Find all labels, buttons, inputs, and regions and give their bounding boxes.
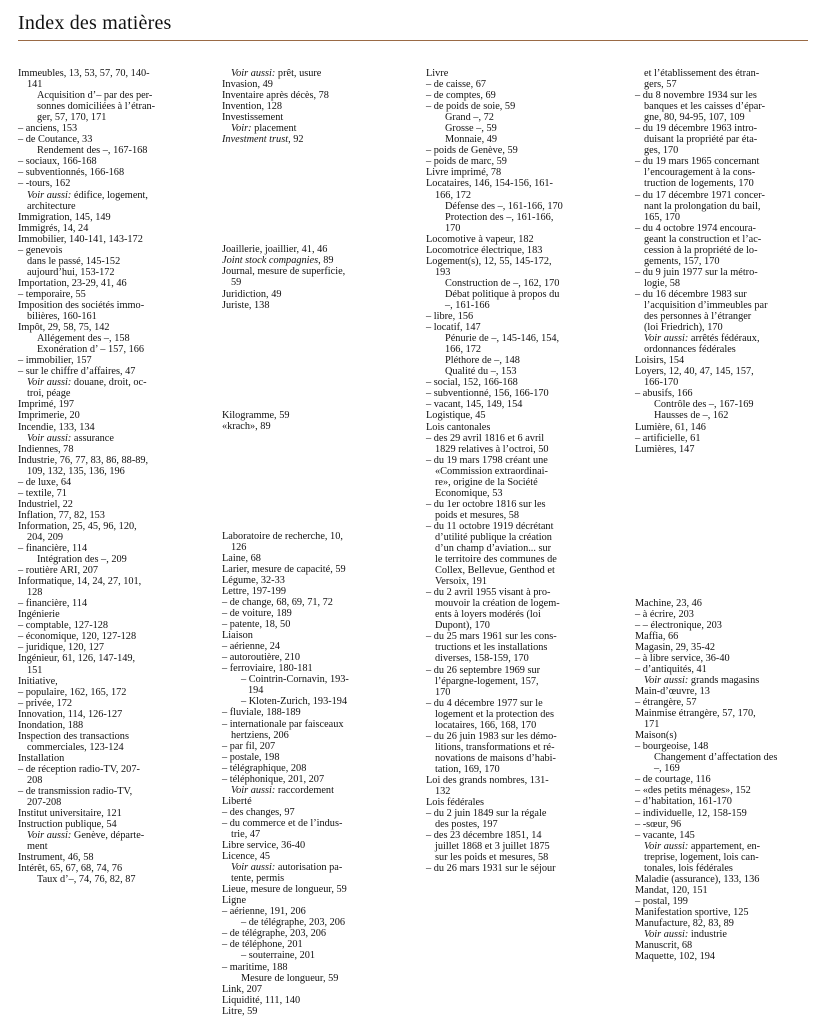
index-entry: 170 bbox=[445, 222, 461, 234]
index-entry: duisant la propriété par éta- bbox=[644, 134, 758, 146]
index-entry: Dupont), 170 bbox=[435, 620, 490, 632]
index-entry: – social, 152, 166-168 bbox=[426, 377, 518, 389]
index-entry: 165, 170 bbox=[644, 211, 681, 223]
index-entry: – de comptes, 69 bbox=[426, 90, 496, 102]
index-entry: – «des petits ménages», 152 bbox=[635, 785, 751, 797]
index-entry: Grosse –, 59 bbox=[445, 123, 497, 135]
index-entry: Joaillerie, joaillier, 41, 46 bbox=[222, 244, 328, 256]
index-entry: Locataires, 146, 154-156, 161- bbox=[426, 178, 553, 190]
index-entry: – -sœur, 96 bbox=[635, 818, 682, 830]
index-entry: d’un champ d’aviation... sur bbox=[435, 543, 552, 555]
index-entry: Lois cantonales bbox=[426, 421, 491, 433]
index-entry: – routière ARI, 207 bbox=[18, 565, 99, 577]
index-entry: Importation, 23-29, 41, 46 bbox=[18, 277, 127, 289]
index-entry: – du 19 mars 1798 créant une bbox=[426, 454, 548, 466]
index-entry: treprise, logement, lois can- bbox=[644, 851, 759, 863]
index-entry: – populaire, 162, 165, 172 bbox=[18, 686, 127, 698]
index-entry: 171 bbox=[644, 719, 660, 731]
index-entry: juillet 1868 et 3 juillet 1875 bbox=[435, 841, 550, 853]
index-entry: – subventionné, 156, 166-170 bbox=[426, 388, 549, 400]
index-entry: Juriste, 138 bbox=[222, 299, 270, 311]
index-entry: Imprimerie, 20 bbox=[18, 410, 80, 422]
index-entry: re», origine de la Société bbox=[435, 476, 538, 488]
index-entry: logement et la protection des bbox=[435, 708, 554, 720]
index-entry: – aérienne, 24 bbox=[222, 641, 281, 653]
index-entry: – de télégraphe, 203, 206 bbox=[222, 928, 327, 940]
index-entry: Lettre, 197-199 bbox=[222, 585, 287, 597]
index-entry: – artificielle, 61 bbox=[635, 432, 701, 444]
index-entry: Joint stock compagnies, 89 bbox=[222, 255, 334, 267]
index-entry: – de télégraphe, 203, 206 bbox=[241, 917, 346, 929]
index-entry: – à écrire, 203 bbox=[635, 608, 694, 620]
index-entry: Lieue, mesure de longueur, 59 bbox=[222, 884, 347, 896]
index-entry: Acquisition d’– par des per- bbox=[37, 90, 153, 102]
index-entry: – vacante, 145 bbox=[635, 829, 695, 841]
index-entry: Voir aussi: grands magasins bbox=[644, 674, 760, 686]
index-entry: – internationale par faisceaux bbox=[222, 718, 344, 730]
index-entry: Liaison bbox=[222, 630, 253, 642]
index-entry: Rendement des –, 167-168 bbox=[37, 145, 148, 157]
index-entry: – étrangère, 57 bbox=[635, 697, 697, 709]
index-entry: – Kloten-Zurich, 193-194 bbox=[241, 696, 348, 708]
index-entry: ordonnances fédérales bbox=[644, 344, 736, 356]
index-entry: –, 169 bbox=[654, 763, 680, 775]
index-entry: – libre, 156 bbox=[426, 311, 474, 323]
page-header bbox=[18, 10, 808, 41]
index-entry: Maffia, 66 bbox=[635, 630, 679, 642]
index-entry: – financière, 114 bbox=[18, 543, 88, 555]
index-entry: Locomotive à vapeur, 182 bbox=[426, 233, 534, 245]
index-entry: Pénurie de –, 145-146, 154, bbox=[445, 333, 560, 345]
index-entry: Indiennes, 78 bbox=[18, 443, 74, 455]
index-entry: gne, 80, 94-95, 107, 109 bbox=[644, 112, 745, 124]
index-entry: – subventionnés, 166-168 bbox=[18, 167, 125, 179]
index-entry: ges, 170 bbox=[644, 145, 679, 157]
index-entry: Informatique, 14, 24, 27, 101, bbox=[18, 576, 142, 588]
index-entry: Voir aussi: autorisation pa- bbox=[231, 862, 343, 874]
index-entry: – du 2 juin 1849 sur la régale bbox=[426, 808, 547, 820]
index-entry: – postal, 199 bbox=[635, 895, 688, 907]
index-entry: Voir aussi: douane, droit, oc- bbox=[27, 377, 147, 389]
index-column-3 bbox=[426, 68, 606, 874]
index-entry: Ingénierie bbox=[18, 609, 60, 621]
index-entry: – -tours, 162 bbox=[18, 178, 71, 190]
index-entry: – de transmission radio-TV, bbox=[18, 786, 133, 798]
index-entry: Industrie, 76, 77, 83, 86, 88-89, bbox=[18, 454, 149, 466]
index-entry: – du 11 octobre 1919 décrétant bbox=[426, 520, 554, 532]
index-entry: Invasion, 49 bbox=[222, 79, 273, 91]
index-entry: – du 9 juin 1977 sur la métro- bbox=[635, 266, 758, 278]
index-entry: Loyers, 12, 40, 47, 145, 157, bbox=[635, 366, 754, 378]
index-entry: «krach», 89 bbox=[222, 420, 271, 432]
index-entry: – du 4 octobre 1974 encoura- bbox=[635, 222, 756, 234]
index-entry: – de luxe, 64 bbox=[18, 476, 72, 488]
index-entry: Voir aussi: raccordement bbox=[231, 784, 334, 796]
index-entry: d’utilité publique la création bbox=[435, 531, 552, 543]
index-entry: Industriel, 22 bbox=[18, 498, 73, 510]
index-entry: – du 19 mars 1965 concernant bbox=[635, 156, 760, 168]
index-entry: – à libre service, 36-40 bbox=[635, 652, 730, 664]
index-entry: – du 4 décembre 1977 sur le bbox=[426, 697, 543, 709]
index-entry: locataires, 166, 168, 170 bbox=[435, 719, 537, 731]
index-entry: Journal, mesure de superficie, bbox=[222, 266, 346, 278]
index-entry: – genevois bbox=[18, 244, 63, 256]
index-entry: – téléphonique, 201, 207 bbox=[222, 773, 325, 785]
index-entry: 170 bbox=[435, 686, 451, 698]
index-entry: Protection des –, 161-166, bbox=[445, 211, 554, 223]
index-entry: – privée, 172 bbox=[18, 697, 73, 709]
index-entry: Voir aussi: arrêtés fédéraux, bbox=[644, 333, 760, 345]
index-entry: – anciens, 153 bbox=[18, 123, 78, 135]
index-entry: Logement(s), 12, 55, 145-172, bbox=[426, 255, 552, 267]
index-entry: 208 bbox=[27, 775, 43, 786]
index-entry: Exonération d’ – 157, 166 bbox=[37, 344, 145, 356]
index-entry: Laine, 68 bbox=[222, 552, 261, 564]
index-entry: – de caisse, 67 bbox=[426, 79, 487, 91]
index-entry: logie, 58 bbox=[644, 277, 681, 289]
index-entry: – financière, 114 bbox=[18, 598, 88, 610]
index-entry: 204, 209 bbox=[27, 531, 64, 543]
index-entry: – postale, 198 bbox=[222, 751, 280, 763]
index-entry: – – électronique, 203 bbox=[635, 619, 722, 631]
index-entry: tation, 169, 170 bbox=[435, 763, 500, 775]
index-entry: Contrôle des –, 167-169 bbox=[654, 399, 754, 411]
index-entry: commerciales, 123-124 bbox=[27, 741, 124, 753]
index-entry: – vacant, 145, 149, 154 bbox=[426, 399, 523, 411]
index-entry: – de téléphone, 201 bbox=[222, 939, 303, 951]
index-entry: Investment trust, 92 bbox=[222, 134, 304, 146]
index-entry: – ferroviaire, 180-181 bbox=[222, 663, 313, 675]
index-entry: Voir aussi: industrie bbox=[644, 929, 727, 941]
index-entry: Innovation, 114, 126-127 bbox=[18, 708, 123, 720]
index-entry: Hausses de –, 162 bbox=[654, 410, 729, 422]
index-entry: 193 bbox=[435, 266, 451, 278]
index-entry: – de Coutance, 33 bbox=[18, 134, 93, 146]
index-entry: Lois fédérales bbox=[426, 797, 485, 809]
index-entry: –, 161-166 bbox=[445, 299, 490, 311]
index-entry: novations de maisons d’habi- bbox=[435, 752, 556, 764]
index-entry: – du 26 juin 1983 sur les démo- bbox=[426, 730, 557, 742]
index-entry: – textile, 71 bbox=[18, 487, 67, 499]
index-entry: Laboratoire de recherche, 10, bbox=[222, 530, 343, 542]
index-entry: Taux d’–, 74, 76, 82, 87 bbox=[37, 874, 136, 886]
index-entry: Licence, 45 bbox=[222, 851, 271, 863]
index-entry: – du 16 décembre 1983 sur bbox=[635, 288, 747, 300]
index-entry: diverses, 158-159, 170 bbox=[435, 653, 529, 665]
index-entry: – de poids de soie, 59 bbox=[426, 101, 516, 113]
index-entry: – Cointrin-Cornavin, 193- bbox=[241, 674, 349, 686]
index-entry: des personnes à l’étranger bbox=[644, 311, 752, 323]
index-entry: – bourgeoise, 148 bbox=[635, 741, 709, 753]
index-entry: Collex, Bellevue, Genthod et bbox=[435, 565, 555, 577]
index-entry: – du 17 décembre 1971 concer- bbox=[635, 189, 765, 201]
index-entry: – du 19 décembre 1963 intro- bbox=[635, 123, 758, 135]
index-entry: Voir aussi: appartement, en- bbox=[644, 840, 761, 852]
index-entry: Information, 25, 45, 96, 120, bbox=[18, 520, 137, 532]
index-entry: Instruction publique, 54 bbox=[18, 819, 117, 831]
index-entry: truction de logements, 170 bbox=[644, 178, 754, 190]
index-entry: – autoroutière, 210 bbox=[222, 652, 301, 664]
index-entry: gers, 57 bbox=[644, 79, 677, 91]
index-entry: Ligne bbox=[222, 895, 247, 907]
index-entry: – télégraphique, 208 bbox=[222, 762, 307, 774]
index-entry: gements, 157, 170 bbox=[644, 255, 720, 267]
index-entry: 151 bbox=[27, 664, 43, 676]
index-entry: – poids de marc, 59 bbox=[426, 156, 507, 168]
index-entry: – de voiture, 189 bbox=[222, 608, 292, 620]
index-entry: Magasin, 29, 35-42 bbox=[635, 641, 716, 653]
index-entry: Manuscrit, 68 bbox=[635, 940, 693, 952]
index-entry: Voir aussi: assurance bbox=[27, 432, 114, 444]
index-entry: Larier, mesure de capacité, 59 bbox=[222, 563, 346, 575]
index-entry: Inondation, 188 bbox=[18, 719, 84, 731]
index-entry: 207-208 bbox=[27, 797, 62, 809]
index-entry: – comptable, 127-128 bbox=[18, 620, 109, 632]
index-entry: Versoix, 191 bbox=[435, 576, 488, 588]
index-entry: dans le passé, 145-152 bbox=[27, 255, 121, 267]
index-entry: – patente, 18, 50 bbox=[222, 619, 291, 631]
index-entry: 141 bbox=[27, 79, 43, 91]
index-entry: 194 bbox=[248, 685, 264, 697]
index-entry: – poids de Genève, 59 bbox=[426, 145, 518, 157]
index-entry: – d’habitation, 161-170 bbox=[635, 796, 732, 808]
index-entry: – juridique, 120, 127 bbox=[18, 642, 105, 654]
index-entry: – de courtage, 116 bbox=[635, 774, 711, 786]
index-entry: Légume, 32-33 bbox=[222, 574, 285, 586]
index-entry: et l’établissement des étran- bbox=[644, 68, 760, 79]
index-entry: Mainmise étrangère, 57, 170, bbox=[635, 708, 756, 720]
index-entry: – du 26 septembre 1969 sur bbox=[426, 664, 541, 676]
index-entry: – du 2 avril 1955 visant à pro- bbox=[426, 587, 551, 599]
index-entry: Manifestation sportive, 125 bbox=[635, 906, 749, 918]
index-entry: Loi des grands nombres, 131- bbox=[426, 775, 549, 786]
index-entry: l’acquisition d’immeubles par bbox=[644, 299, 768, 311]
index-entry: l’encouragement à la cons- bbox=[644, 167, 756, 179]
index-entry: nant la prolongation du bail, bbox=[644, 200, 761, 212]
index-entry: Installation bbox=[18, 752, 65, 764]
index-entry: tructions et les installations bbox=[435, 642, 548, 654]
index-entry: Lumières, 147 bbox=[635, 443, 695, 455]
index-entry: Pléthore de –, 148 bbox=[445, 355, 520, 367]
index-entry: – sur le chiffre d’affaires, 47 bbox=[18, 366, 136, 378]
index-entry: – économique, 120, 127-128 bbox=[18, 631, 137, 643]
index-entry: Défense des –, 161-166, 170 bbox=[445, 200, 563, 212]
index-entry: ment bbox=[27, 841, 48, 853]
index-entry: aujourd’hui, 153-172 bbox=[27, 266, 115, 278]
index-entry: Inventaire après décès, 78 bbox=[222, 90, 329, 102]
index-entry: Immeubles, 13, 53, 57, 70, 140- bbox=[18, 68, 150, 79]
index-entry: Economique, 53 bbox=[435, 487, 503, 499]
index-entry: Livre bbox=[426, 68, 449, 79]
index-column-1 bbox=[18, 68, 186, 885]
index-entry: Impôt, 29, 58, 75, 142 bbox=[18, 322, 110, 334]
index-entry: 1829 relatives à l’octroi, 50 bbox=[435, 443, 549, 455]
index-entry: 166, 172 bbox=[445, 344, 482, 356]
index-entry: Libre service, 36-40 bbox=[222, 840, 306, 852]
index-entry: Livre imprimé, 78 bbox=[426, 167, 502, 179]
index-entry: – des 23 décembre 1851, 14 bbox=[426, 830, 542, 842]
index-entry: – du 8 novembre 1934 sur les bbox=[635, 90, 757, 102]
index-entry: – de réception radio-TV, 207- bbox=[18, 763, 140, 775]
index-entry: – du commerce et de l’indus- bbox=[222, 817, 343, 829]
index-entry: Immigration, 145, 149 bbox=[18, 211, 111, 223]
index-entry: – fluviale, 188-189 bbox=[222, 707, 301, 719]
index-entry: 109, 132, 135, 136, 196 bbox=[27, 465, 125, 477]
index-entry: hertziens, 206 bbox=[231, 729, 289, 741]
index-entry: Mesure de longueur, 59 bbox=[241, 972, 339, 984]
index-entry: – sociaux, 166-168 bbox=[18, 156, 97, 168]
index-entry: Litre, 59 bbox=[222, 1005, 258, 1017]
index-entry: Logistique, 45 bbox=[426, 410, 486, 422]
index-entry: Maquette, 102, 194 bbox=[635, 951, 716, 963]
index-entry: ents à loyers modérés (loi bbox=[435, 609, 541, 621]
index-entry: sur les poids et mesures, 58 bbox=[435, 852, 549, 864]
index-entry: troi, péage bbox=[27, 388, 71, 400]
index-entry: trie, 47 bbox=[231, 828, 261, 840]
index-entry: le territoire des communes de bbox=[435, 554, 557, 566]
index-entry: – immobilier, 157 bbox=[18, 355, 92, 367]
page-title: Index des matières bbox=[18, 12, 172, 34]
index-entry: Immigrés, 14, 24 bbox=[18, 222, 89, 234]
index-entry: – du 26 mars 1931 sur le séjour bbox=[426, 863, 556, 875]
index-entry: 166-170 bbox=[644, 377, 679, 389]
index-entry: mouvoir la création de logem- bbox=[435, 598, 560, 610]
index-entry: Instrument, 46, 58 bbox=[18, 852, 94, 864]
index-entry: architecture bbox=[27, 200, 76, 212]
index-entry: litions, transformations et ré- bbox=[435, 741, 555, 753]
index-entry: Link, 207 bbox=[222, 983, 263, 995]
index-entry: «Commission extraordinai- bbox=[435, 465, 548, 477]
index-entry: Immobilier, 140-141, 143-172 bbox=[18, 233, 143, 245]
index-entry: Lumière, 61, 146 bbox=[635, 421, 706, 433]
index-entry: l’épargne-logement, 157, bbox=[435, 675, 539, 687]
index-entry: cession à la propriété de lo- bbox=[644, 244, 758, 256]
index-entry: Ingénieur, 61, 126, 147-149, bbox=[18, 653, 136, 665]
index-entry: Monnaie, 49 bbox=[445, 134, 498, 146]
index-entry: Liberté bbox=[222, 795, 252, 807]
index-entry: 132 bbox=[435, 786, 451, 798]
index-entry: Main-d’œuvre, 13 bbox=[635, 686, 710, 698]
index-entry: Kilogramme, 59 bbox=[222, 409, 290, 421]
index-entry: Allégement des –, 158 bbox=[37, 333, 130, 345]
index-entry: Incendie, 133, 134 bbox=[18, 421, 95, 433]
index-entry: 59 bbox=[231, 277, 242, 289]
index-entry: – individuelle, 12, 158-159 bbox=[635, 807, 747, 819]
index-entry: Construction de –, 162, 170 bbox=[445, 277, 560, 289]
index-entry: poids et mesures, 58 bbox=[435, 509, 520, 521]
index-entry: Locomotrice électrique, 183 bbox=[426, 244, 543, 256]
index-entry: Maladie (assurance), 133, 136 bbox=[635, 873, 760, 885]
index-entry: tonales, lois fédérales bbox=[644, 862, 733, 874]
index-column-2 bbox=[222, 68, 390, 1017]
index-entry: Investissement bbox=[222, 112, 284, 124]
index-entry: ger, 57, 170, 171 bbox=[37, 112, 107, 124]
index-entry: sonnes domiciliées à l’étran- bbox=[37, 101, 156, 113]
index-entry: Intérêt, 65, 67, 68, 74, 76 bbox=[18, 863, 123, 875]
index-entry: 166, 172 bbox=[435, 189, 472, 201]
index-entry: Manufacture, 82, 83, 89 bbox=[635, 918, 734, 929]
index-entry: Loisirs, 154 bbox=[635, 355, 685, 367]
index-entry: Maison(s) bbox=[635, 730, 677, 742]
index-entry: – abusifs, 166 bbox=[635, 388, 693, 400]
index-entry: geant la construction et l’ac- bbox=[644, 233, 762, 245]
index-entry: – du 1er octobre 1816 sur les bbox=[426, 498, 546, 510]
index-entry: Inspection des transactions bbox=[18, 730, 129, 742]
index-entry: Institut universitaire, 121 bbox=[18, 808, 122, 820]
index-entry: Voir aussi: prêt, usure bbox=[231, 68, 322, 79]
index-entry: Mandat, 120, 151 bbox=[635, 884, 708, 896]
index-entry: Imposition des sociétés immo- bbox=[18, 299, 145, 311]
index-entry: Intégration des –, 209 bbox=[37, 554, 127, 566]
index-entry: – souterraine, 201 bbox=[241, 950, 316, 962]
index-entry: (loi Friedrich), 170 bbox=[644, 322, 723, 334]
index-entry: – maritime, 188 bbox=[222, 961, 288, 973]
index-entry: Grand –, 72 bbox=[445, 112, 494, 124]
index-entry: – des 29 avril 1816 et 6 avril bbox=[426, 432, 545, 444]
index-entry: – des changes, 97 bbox=[222, 806, 295, 818]
index-entry: Voir: placement bbox=[231, 123, 297, 135]
index-entry: Machine, 23, 46 bbox=[635, 597, 702, 609]
index-column-4 bbox=[635, 68, 810, 962]
index-entry: Débat politique à propos du bbox=[445, 288, 560, 300]
index-entry: Imprimé, 197 bbox=[18, 399, 75, 411]
index-entry: – d’antiquités, 41 bbox=[635, 663, 707, 675]
index-entry: – du 25 mars 1961 sur les cons- bbox=[426, 631, 557, 643]
index-entry: Changement d’affectation des bbox=[654, 752, 778, 764]
index-entry: – locatif, 147 bbox=[426, 322, 481, 334]
index-entry: 128 bbox=[27, 587, 43, 599]
index-entry: tente, permis bbox=[231, 873, 285, 885]
index-entry: 126 bbox=[231, 541, 247, 553]
index-entry: des postes, 197 bbox=[435, 819, 498, 831]
index-entry: Voir aussi: édifice, logement, bbox=[27, 189, 148, 201]
index-entry: – aérienne, 191, 206 bbox=[222, 906, 306, 918]
index-entry: Qualité du –, 153 bbox=[445, 366, 517, 378]
index-entry: – par fil, 207 bbox=[222, 740, 276, 752]
index-entry: Liquidité, 111, 140 bbox=[222, 994, 301, 1006]
index-entry: – temporaire, 55 bbox=[18, 288, 86, 300]
index-entry: Voir aussi: Genève, départe- bbox=[27, 830, 145, 842]
index-entry: Inflation, 77, 82, 153 bbox=[18, 509, 105, 521]
index-entry: Juridiction, 49 bbox=[222, 288, 282, 300]
index-entry: Initiative, bbox=[18, 675, 58, 687]
index-entry: – de change, 68, 69, 71, 72 bbox=[222, 596, 333, 608]
index-entry: bilières, 160-161 bbox=[27, 311, 97, 323]
index-entry: Invention, 128 bbox=[222, 101, 283, 113]
index-entry: banques et les caisses d’épar- bbox=[644, 101, 766, 113]
